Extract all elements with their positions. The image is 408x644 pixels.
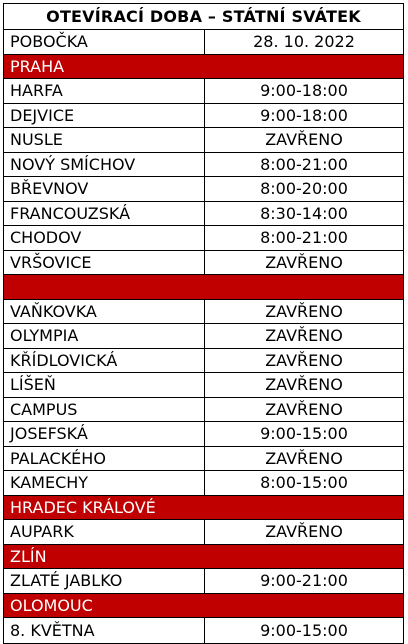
branch-hours: ZAVŘENO	[265, 130, 343, 150]
branch-hours: 9:00-18:00	[260, 81, 348, 101]
branch-name: KŘÍDLOVICKÁ	[4, 349, 205, 373]
region-row	[4, 275, 403, 300]
branch-name: AUPARK	[4, 520, 205, 544]
region-row	[4, 496, 403, 521]
table-row	[4, 373, 403, 398]
header-row	[4, 30, 403, 55]
table-row	[4, 569, 403, 594]
table-row	[4, 226, 403, 251]
branch-hours: 9:00-18:00	[260, 105, 348, 125]
region-name: PRAHA	[10, 56, 65, 76]
opening-hours-table	[3, 3, 404, 644]
branch-name: 8. KVĚTNA	[4, 618, 205, 643]
branch-hours: 9:00-15:00	[260, 424, 348, 444]
branch-hours: 8:00-15:00	[260, 473, 348, 493]
branch-name: DEJVICE	[4, 104, 205, 128]
region-name: ZLÍN	[10, 546, 47, 566]
table-row	[4, 202, 403, 227]
branch-name: PALACKÉHO	[4, 447, 205, 471]
region-row	[4, 55, 403, 80]
branch-name: KAMECHY	[4, 471, 205, 495]
branch-name: VAŇKOVKA	[4, 300, 205, 324]
table-row	[4, 300, 403, 325]
branch-hours: ZAVŘENO	[265, 301, 343, 321]
branch-name: ZLATÉ JABLKO	[4, 569, 205, 593]
region-name: HRADEC KRÁLOVÉ	[10, 497, 156, 517]
branch-hours: ZAVŘENO	[265, 375, 343, 395]
table-row	[4, 398, 403, 423]
table-title: OTEVÍRACÍ DOBA – STÁTNÍ SVÁTEK	[4, 4, 403, 30]
table-row	[4, 447, 403, 472]
table-row	[4, 471, 403, 496]
branch-name: HARFA	[4, 79, 205, 103]
table-row	[4, 153, 403, 178]
region-name	[4, 275, 10, 299]
table-row	[4, 618, 403, 643]
branch-hours: ZAVŘENO	[265, 522, 343, 542]
branch-hours: ZAVŘENO	[265, 252, 343, 272]
region-row	[4, 545, 403, 570]
branch-hours: ZAVŘENO	[265, 350, 343, 370]
table-row	[4, 422, 403, 447]
table-row	[4, 128, 403, 153]
branch-hours: 8:00-21:00	[260, 154, 348, 174]
branch-name: BŘEVNOV	[4, 177, 205, 201]
branch-hours: ZAVŘENO	[265, 448, 343, 468]
region-name: OLOMOUC	[10, 595, 93, 615]
header-date: 28. 10. 2022	[253, 32, 355, 52]
branch-hours: ZAVŘENO	[265, 326, 343, 346]
branch-hours: 9:00-21:00	[260, 571, 348, 591]
branch-hours: 8:00-20:00	[260, 179, 348, 199]
branch-hours: 8:00-21:00	[260, 228, 348, 248]
table-row	[4, 520, 403, 545]
table-row	[4, 251, 403, 276]
branch-name: NUSLE	[4, 128, 205, 152]
branch-name: VRŠOVICE	[4, 251, 205, 275]
branch-name: NOVÝ SMÍCHOV	[4, 153, 205, 177]
branch-name: CHODOV	[4, 226, 205, 250]
branch-hours: 8:30-14:00	[260, 203, 348, 223]
branch-name: JOSEFSKÁ	[4, 422, 205, 446]
branch-hours: ZAVŘENO	[265, 399, 343, 419]
branch-name: LÍŠEŇ	[4, 373, 205, 397]
region-row	[4, 594, 403, 619]
branch-hours: 9:00-15:00	[260, 620, 348, 640]
table-row	[4, 177, 403, 202]
branch-name: FRANCOUZSKÁ	[4, 202, 205, 226]
branch-name: CAMPUS	[4, 398, 205, 422]
table-body	[4, 55, 403, 643]
table-row	[4, 324, 403, 349]
table-row	[4, 104, 403, 129]
table-row	[4, 79, 403, 104]
header-branch: POBOČKA	[4, 30, 205, 54]
table-row	[4, 349, 403, 374]
branch-name: OLYMPIA	[4, 324, 205, 348]
